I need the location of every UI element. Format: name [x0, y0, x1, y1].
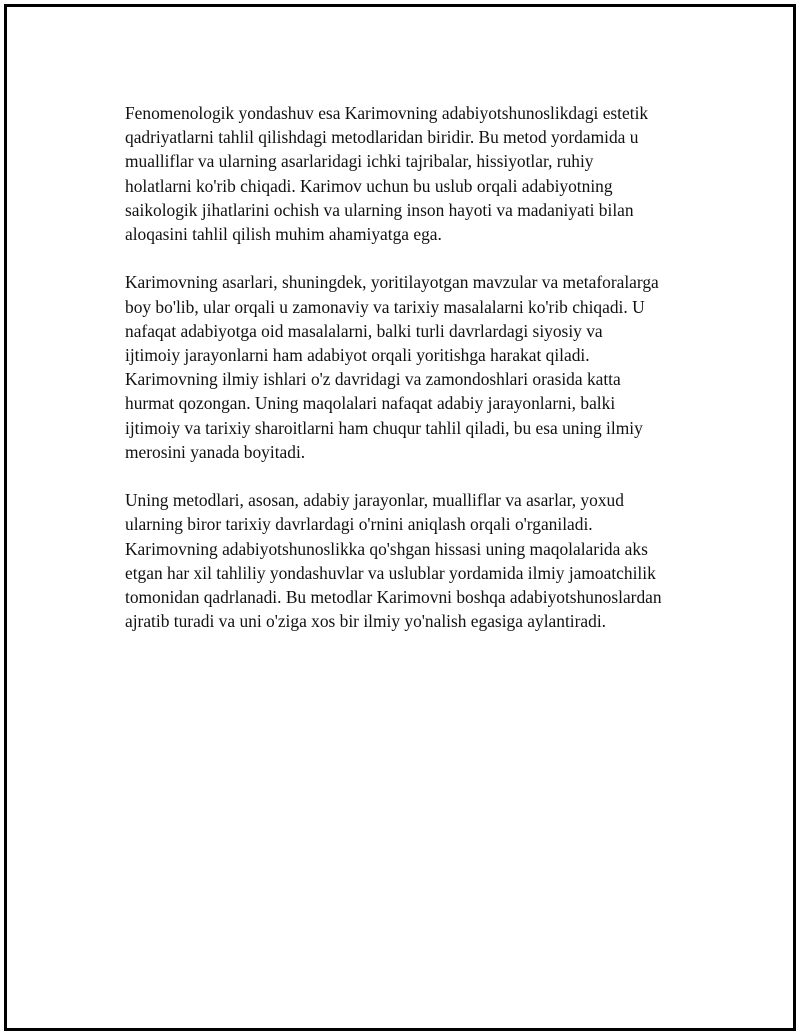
text-line: tomonidan qadrlanadi. Bu metodlar Karimovni boshqa adabiyotshunoslardan — [125, 587, 662, 608]
text-line: Karimovning ilmiy ishlari o'z davridagi va zamondoshlari orasida katta — [125, 369, 621, 390]
text-line: saikologik jihatlarini ochish va ularning inson hayoti va madaniyati bilan — [125, 199, 634, 220]
text-line: boy bo'lib, ular orqali u zamonaviy va tarixiy masalalarni ko'rib chiqadi. U — [125, 296, 645, 317]
text-line: qadriyatlarni tahlil qilishdagi metodlaridan biridir. Bu metod yordamida u — [125, 127, 639, 148]
text-line: holatlarni ko'rib chiqadi. Karimov uchun bu uslub orqali adabiyotning — [125, 175, 613, 196]
page-frame — [4, 4, 796, 1031]
document-body — [125, 101, 725, 658]
paragraph-2 — [125, 270, 725, 464]
text-line: ularning biror tarixiy davrlardagi o'rnini aniqlash orqali o'rganiladi. — [125, 514, 593, 535]
text-line: ijtimoiy va tarixiy sharoitlarni ham chuqur tahlil qiladi, bu esa uning ilmiy — [125, 417, 643, 438]
text-line: nafaqat adabiyotga oid masalalarni, balki turli davrlardagi siyosiy va — [125, 320, 603, 341]
text-line: hurmat qozongan. Uning maqolalari nafaqat adabiy jarayonlarni, balki — [125, 393, 616, 414]
paragraph-1 — [125, 101, 725, 246]
paragraph-3 — [125, 488, 725, 633]
text-line: ajratib turadi va uni o'ziga xos bir ilmiy yo'nalish egasiga aylantiradi. — [125, 611, 607, 632]
text-line: Karimovning adabiyotshunoslikka qo'shgan hissasi uning maqolalarida aks — [125, 538, 648, 559]
text-line: Uning metodlari, asosan, adabiy jarayonlar, mualliflar va asarlar, yoxud — [125, 490, 624, 511]
text-line: merosini yanada boyitadi. — [125, 441, 306, 462]
text-line: mualliflar va ularning asarlaridagi ichki tajribalar, hissiyotlar, ruhiy — [125, 151, 594, 172]
text-line: ijtimoiy jarayonlarni ham adabiyot orqali yoritishga harakat qiladi. — [125, 345, 590, 366]
text-line: Fenomenologik yondashuv esa Karimovning adabiyotshunoslikdagi estetik — [125, 103, 649, 123]
text-line: etgan har xil tahliliy yondashuvlar va uslublar yordamida ilmiy jamoatchilik — [125, 562, 656, 583]
text-line: Karimovning asarlari, shuningdek, yoritilayotgan mavzular va metaforalarga — [125, 272, 659, 293]
text-line: aloqasini tahlil qilish muhim ahamiyatga ega. — [125, 224, 442, 245]
